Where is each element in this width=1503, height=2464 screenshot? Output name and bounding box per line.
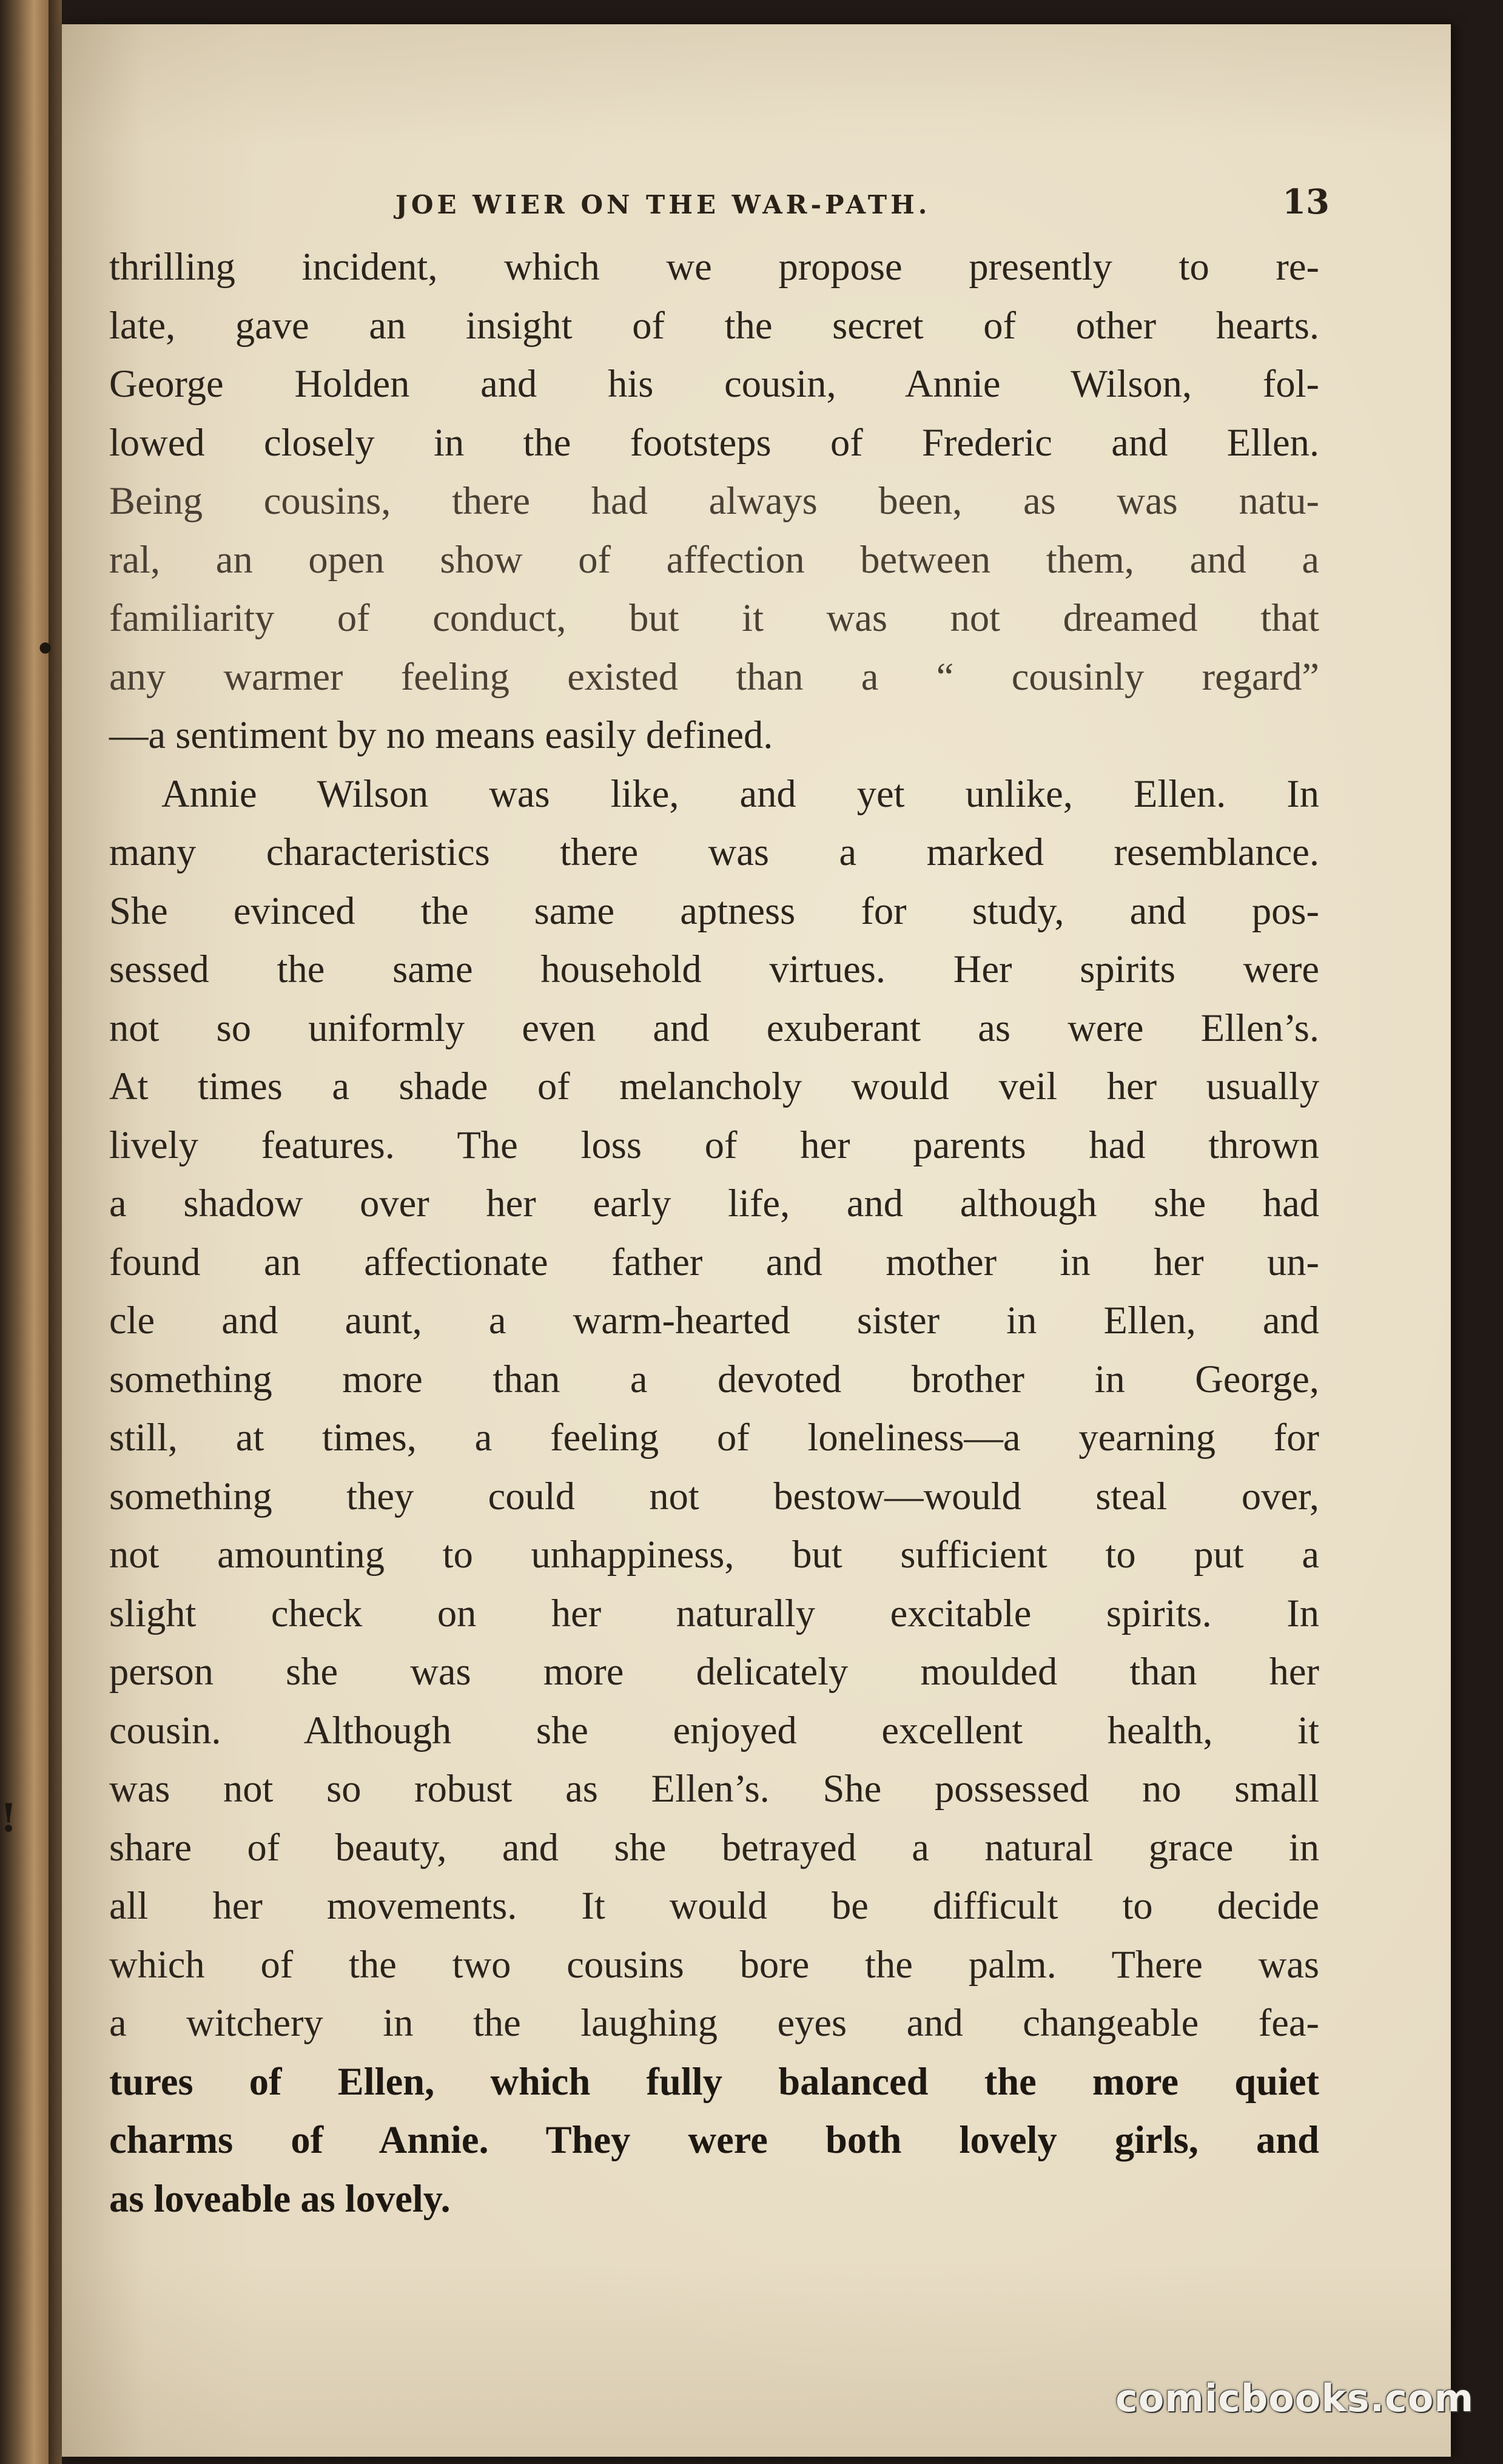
- text-line: lively features. The loss of her parents had thrown: [109, 1123, 1319, 1166]
- previous-page-edge: [0, 0, 49, 2464]
- text-line: many characteristics there was a marked resemblance.: [109, 830, 1319, 874]
- text-line: a witchery in the laughing eyes and changeable fea-: [109, 2001, 1319, 2044]
- text-line: all her movements. It would be difficult to decide: [109, 1884, 1319, 1927]
- text-line: thrilling incident, which we propose presently to re-: [109, 245, 1319, 288]
- text-line: sessed the same household virtues. Her spirits were: [109, 948, 1319, 991]
- text-line: something more than a devoted brother in George,: [109, 1357, 1319, 1401]
- text-line: as loveable as lovely.: [109, 2176, 451, 2220]
- ink-speck-mark: •: [35, 631, 56, 668]
- text-line: familiarity of conduct, but it was not dreamed that: [109, 596, 1319, 639]
- book-page: [62, 24, 1451, 2457]
- text-line: —a sentiment by no means easily defined.: [109, 713, 773, 756]
- text-line: Annie Wilson was like, and yet unlike, Ellen. In: [161, 772, 1319, 815]
- text-line: cousin. Although she enjoyed excellent health, it: [109, 1708, 1319, 1752]
- text-line: charms of Annie. They were both lovely girls, and: [109, 2118, 1319, 2161]
- text-line: ral, an open show of affection between them, and a: [109, 537, 1319, 581]
- text-line: a shadow over her early life, and although she had: [109, 1182, 1319, 1225]
- text-line: lowed closely in the footsteps of Frederic and Ellen.: [109, 420, 1319, 464]
- body-text: [109, 238, 1319, 2228]
- text-line: slight check on her naturally excitable spirits. In: [109, 1591, 1319, 1635]
- page-header: [395, 182, 1330, 237]
- text-line: was not so robust as Ellen’s. She possessed no small: [109, 1767, 1319, 1810]
- text-line: She evinced the same aptness for study, and pos-: [109, 889, 1319, 932]
- text-line: which of the two cousins bore the palm. There was: [109, 1942, 1319, 1986]
- text-line: At times a shade of melancholy would veil her usually: [109, 1065, 1319, 1108]
- page-number: 13: [1282, 182, 1330, 222]
- text-line: not so uniformly even and exuberant as were Ellen’s.: [109, 1006, 1319, 1049]
- watermark: comicbooks.com: [1115, 2376, 1474, 2420]
- text-line: cle and aunt, a warm-hearted sister in Ellen, and: [109, 1299, 1319, 1342]
- text-line: late, gave an insight of the secret of other hearts.: [109, 303, 1319, 347]
- book-gutter: [49, 0, 62, 2464]
- text-line: something they could not bestow—would steal over,: [109, 1474, 1319, 1518]
- text-line: Being cousins, there had always been, as was natu-: [109, 479, 1319, 522]
- ink-speck-mark: !: [0, 1796, 18, 1841]
- text-line: not amounting to unhappiness, but sufficient to put a: [109, 1533, 1319, 1576]
- text-line: person she was more delicately moulded than her: [109, 1650, 1319, 1693]
- running-title: JOE WIER ON THE WAR-PATH.: [395, 190, 931, 220]
- text-line: share of beauty, and she betrayed a natural grace in: [109, 1825, 1319, 1869]
- text-line: tures of Ellen, which fully balanced the more quiet: [109, 2059, 1319, 2103]
- text-line: still, at times, a feeling of loneliness—a yearning for: [109, 1416, 1319, 1459]
- text-line: George Holden and his cousin, Annie Wilson, fol-: [109, 362, 1319, 405]
- text-line: any warmer feeling existed than a “ cousinly regard”: [109, 655, 1319, 698]
- text-line: found an affectionate father and mother in her un-: [109, 1240, 1319, 1284]
